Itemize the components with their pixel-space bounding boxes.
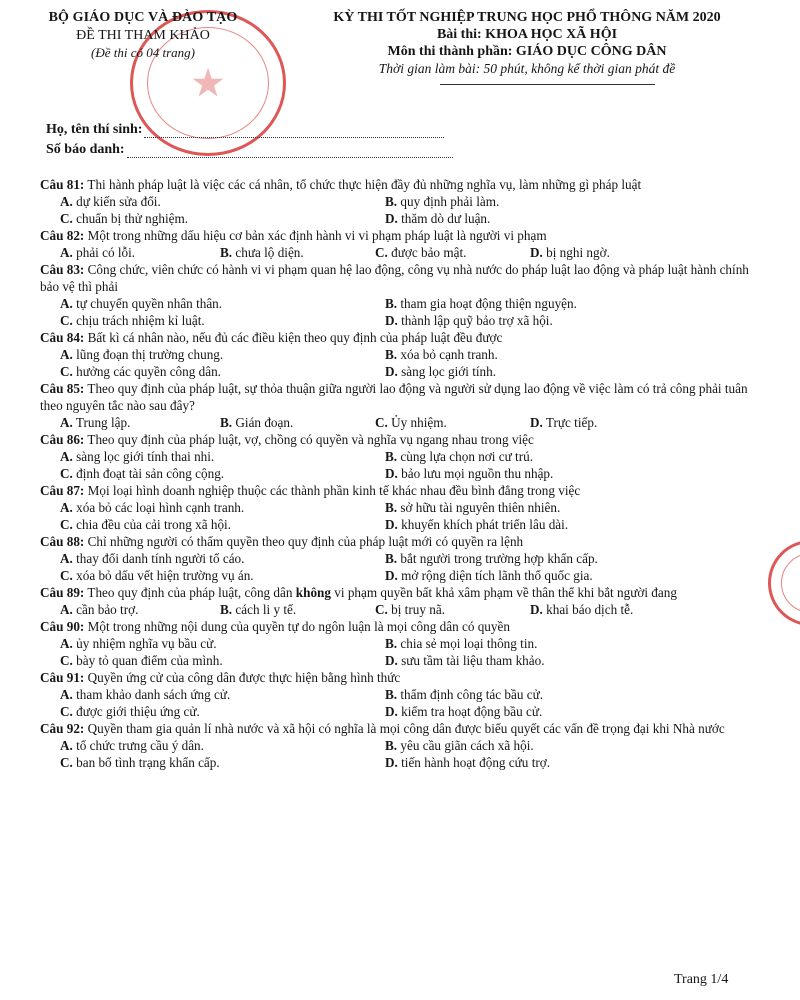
question-item — [40, 176, 750, 227]
option-letter: D. — [385, 364, 398, 379]
option-text: thành lập quỹ bảo trợ xã hội. — [401, 313, 553, 328]
option-text: sưu tầm tài liệu tham khảo. — [401, 653, 545, 668]
answer-option — [60, 295, 385, 312]
answer-option — [60, 737, 385, 754]
answer-option — [220, 601, 375, 618]
option-text: định đoạt tài sản công cộng. — [76, 466, 225, 481]
question-number: Câu 87: — [40, 483, 85, 498]
option-text: phải có lỗi. — [76, 245, 136, 260]
option-text: ban bố tình trạng khẩn cấp. — [76, 755, 220, 770]
answer-option — [385, 550, 710, 567]
option-letter: D. — [385, 755, 398, 770]
option-letter: B. — [220, 245, 233, 260]
option-letter: D. — [530, 415, 543, 430]
option-letter: A. — [60, 687, 73, 702]
option-letter: C. — [60, 517, 73, 532]
answer-option — [60, 210, 385, 227]
question-text: Thi hành pháp luật là việc các cá nhân, tổ chức thực hiện đầy đủ những nghĩa vụ, làm những gì pháp luật — [87, 177, 642, 192]
answer-option — [385, 754, 710, 771]
question-stem — [40, 720, 750, 737]
question-text: Quyền tham gia quản lí nhà nước và xã hội có nghĩa là mọi công dân được biểu quyết các vấn đề trọng đại khi Nhà nước — [87, 721, 725, 736]
option-letter: D. — [385, 653, 398, 668]
answer-option — [60, 567, 385, 584]
answer-option — [375, 244, 530, 261]
question-text: Theo quy định của pháp luật, công dân — [87, 585, 296, 600]
answer-option — [60, 516, 385, 533]
option-text: được bảo mật. — [391, 245, 467, 260]
answer-option — [60, 244, 220, 261]
option-text: yêu cầu giãn cách xã hội. — [400, 738, 534, 753]
question-number: Câu 89: — [40, 585, 85, 600]
answer-option — [385, 635, 710, 652]
answer-option — [385, 686, 710, 703]
option-letter: C. — [375, 245, 388, 260]
option-letter: D. — [385, 466, 398, 481]
option-text: Trực tiếp. — [545, 415, 598, 430]
option-letter: B. — [220, 602, 233, 617]
answer-option — [385, 295, 710, 312]
question-list — [40, 176, 750, 771]
option-text: chia sẻ mọi loại thông tin. — [400, 636, 538, 651]
answer-options — [40, 499, 750, 533]
option-letter: C. — [60, 313, 73, 328]
option-text: tự chuyển quyền nhân thân. — [76, 296, 223, 311]
answer-option — [60, 703, 385, 720]
question-item — [40, 227, 750, 261]
question-number: Câu 90: — [40, 619, 85, 634]
answer-option — [385, 363, 710, 380]
option-letter: D. — [530, 602, 543, 617]
question-text: Một trong những nội dung của quyền tự do ngôn luận là mọi công dân có quyền — [87, 619, 510, 634]
question-stem — [40, 618, 750, 635]
option-text: sàng lọc giới tính. — [401, 364, 497, 379]
answer-options — [40, 244, 750, 261]
option-letter: A. — [60, 245, 73, 260]
answer-option — [60, 499, 385, 516]
option-text: bảo lưu mọi nguồn thu nhập. — [401, 466, 554, 481]
option-letter: B. — [385, 551, 398, 566]
header-right — [262, 10, 792, 77]
question-item — [40, 380, 750, 431]
option-text: sở hữu tài nguyên thiên nhiên. — [400, 500, 561, 515]
question-number: Câu 83: — [40, 262, 85, 277]
answer-options — [40, 737, 750, 771]
question-text: Theo quy định của pháp luật, sự thỏa thuận giữa người lao động và người sử dụng lao động về việc làm có trả công phải tuân theo nguyên tắc nào sau đây? — [40, 381, 748, 413]
option-letter: A. — [60, 194, 73, 209]
answer-option — [60, 465, 385, 482]
question-text: vi phạm quyền bất khả xâm phạm về thân thể khi bắt người đang — [330, 585, 677, 600]
option-text: bị nghi ngờ. — [546, 245, 610, 260]
option-letter: C. — [60, 704, 73, 719]
page-number: Trang 1/4 — [674, 972, 729, 987]
option-text: cùng lựa chọn nơi cư trú. — [400, 449, 533, 464]
question-stem — [40, 329, 750, 346]
option-text: quy định phải làm. — [400, 194, 500, 209]
candidate-id-row — [46, 138, 453, 158]
answer-option — [385, 703, 710, 720]
option-letter: C. — [60, 364, 73, 379]
question-stem — [40, 669, 750, 686]
option-letter: B. — [385, 738, 398, 753]
option-letter: B. — [385, 449, 398, 464]
option-text: dự kiến sửa đổi. — [76, 194, 161, 209]
option-text: sàng lọc giới tính thai nhi. — [76, 449, 215, 464]
answer-option — [385, 516, 710, 533]
question-number: Câu 81: — [40, 177, 85, 192]
question-stem — [40, 482, 750, 499]
document-type: ĐỀ THI THAM KHẢO — [76, 28, 210, 43]
option-letter: A. — [60, 449, 73, 464]
option-text: thăm dò dư luận. — [401, 211, 491, 226]
question-text: Theo quy định của pháp luật, vợ, chồng có quyền và nghĩa vụ ngang nhau trong việc — [87, 432, 534, 447]
option-text: thay đổi danh tính người tố cáo. — [76, 551, 245, 566]
option-letter: C. — [60, 755, 73, 770]
option-letter: C. — [375, 602, 388, 617]
question-number: Câu 91: — [40, 670, 85, 685]
question-stem — [40, 533, 750, 550]
answer-option — [385, 448, 710, 465]
side-red-seal — [768, 540, 800, 626]
option-letter: B. — [220, 415, 233, 430]
option-text: bị truy nã. — [391, 602, 445, 617]
question-text: Công chức, viên chức có hành vi vi phạm quan hệ lao động, công vụ nhà nước do pháp luật lao động và pháp luật hành chính bảo vệ thì phải — [40, 262, 749, 294]
option-text: hưởng các quyền công dân. — [76, 364, 221, 379]
option-letter: A. — [60, 551, 73, 566]
option-letter: A. — [60, 738, 73, 753]
answer-option — [385, 737, 710, 754]
question-stem — [40, 176, 750, 193]
question-number: Câu 85: — [40, 381, 85, 396]
exam-title: KỲ THI TỐT NGHIỆP TRUNG HỌC PHỔ THÔNG NĂM 2020 — [333, 10, 721, 25]
option-letter: C. — [60, 568, 73, 583]
question-stem — [40, 227, 750, 244]
answer-option — [530, 414, 685, 431]
option-text: chuẩn bị thử nghiệm. — [76, 211, 189, 226]
candidate-name-row — [46, 118, 453, 138]
question-text: Mọi loại hình doanh nghiệp thuộc các thành phần kinh tế khác nhau đều bình đẳng trong việc — [87, 483, 581, 498]
option-text: thẩm định công tác bầu cử. — [400, 687, 544, 702]
option-text: được giới thiệu ứng cử. — [76, 704, 200, 719]
question-stem — [40, 584, 750, 601]
answer-options — [40, 448, 750, 482]
answer-options — [40, 686, 750, 720]
question-item — [40, 482, 750, 533]
answer-option — [375, 601, 530, 618]
option-text: xóa bỏ dấu vết hiện trường vụ án. — [76, 568, 254, 583]
option-letter: A. — [60, 296, 73, 311]
option-letter: A. — [60, 500, 73, 515]
answer-option — [530, 244, 685, 261]
option-letter: B. — [385, 194, 398, 209]
question-stem — [40, 380, 750, 414]
option-letter: B. — [385, 296, 398, 311]
question-item — [40, 261, 750, 329]
header-divider — [440, 84, 655, 85]
question-text: Chỉ những người có thẩm quyền theo quy định của pháp luật mới có quyền ra lệnh — [87, 534, 524, 549]
option-letter: A. — [60, 636, 73, 651]
seal-star-icon: ★ — [190, 60, 226, 106]
candidate-name-label: Họ, tên thí sinh: — [46, 122, 143, 137]
question-text: Một trong những dấu hiệu cơ bản xác định hành vi vi phạm pháp luật là người vi phạm — [87, 228, 547, 243]
candidate-info — [46, 118, 453, 158]
option-text: khai báo dịch tễ. — [546, 602, 634, 617]
option-letter: D. — [385, 517, 398, 532]
option-text: tham khảo danh sách ứng cử. — [76, 687, 231, 702]
option-letter: C. — [375, 415, 388, 430]
question-number: Câu 82: — [40, 228, 85, 243]
answer-option — [60, 652, 385, 669]
page-count-note: (Đề thi có 04 trang) — [91, 45, 195, 60]
option-text: bắt người trong trường hợp khẩn cấp. — [400, 551, 598, 566]
option-letter: A. — [60, 415, 73, 430]
candidate-name-field[interactable] — [144, 125, 444, 138]
question-item — [40, 431, 750, 482]
option-text: lũng đoạn thị trường chung. — [76, 347, 224, 362]
option-text: chưa lộ diện. — [235, 245, 304, 260]
option-letter: B. — [385, 636, 398, 651]
option-letter: D. — [385, 568, 398, 583]
candidate-id-label: Số báo danh: — [46, 142, 125, 157]
answer-options — [40, 550, 750, 584]
question-text: Quyền ứng cử của công dân được thực hiện bằng hình thức — [87, 670, 401, 685]
option-text: tổ chức trưng cầu ý dân. — [76, 738, 204, 753]
header-left — [28, 10, 258, 61]
answer-option — [385, 210, 710, 227]
answer-option — [60, 193, 385, 210]
option-letter: C. — [60, 653, 73, 668]
answer-option — [385, 465, 710, 482]
question-item — [40, 618, 750, 669]
option-text: tham gia hoạt động thiện nguyện. — [400, 296, 577, 311]
answer-option — [385, 193, 710, 210]
option-text: xóa bỏ các loại hình cạnh tranh. — [76, 500, 245, 515]
answer-option — [60, 550, 385, 567]
option-letter: D. — [385, 313, 398, 328]
answer-option — [60, 686, 385, 703]
question-stem — [40, 431, 750, 448]
answer-option — [385, 567, 710, 584]
answer-option — [530, 601, 685, 618]
question-stem — [40, 261, 750, 295]
candidate-id-field[interactable] — [127, 145, 453, 158]
question-number: Câu 88: — [40, 534, 85, 549]
answer-option — [60, 601, 220, 618]
exam-subject: Bài thi: KHOA HỌC XÃ HỘI — [436, 27, 618, 42]
option-text: chịu trách nhiệm kỉ luật. — [76, 313, 205, 328]
answer-option — [60, 414, 220, 431]
answer-option — [60, 346, 385, 363]
option-text: xóa bỏ cạnh tranh. — [400, 347, 498, 362]
option-letter: D. — [385, 704, 398, 719]
answer-option — [60, 754, 385, 771]
answer-options — [40, 346, 750, 380]
option-text: tiến hành hoạt động cứu trợ. — [401, 755, 551, 770]
option-text: chia đều của cải trong xã hội. — [76, 517, 232, 532]
option-letter: C. — [60, 466, 73, 481]
question-number: Câu 86: — [40, 432, 85, 447]
exam-component: Môn thi thành phần: GIÁO DỤC CÔNG DÂN — [387, 44, 667, 59]
option-letter: D. — [530, 245, 543, 260]
answer-option — [60, 363, 385, 380]
answer-option — [385, 312, 710, 329]
option-letter: A. — [60, 347, 73, 362]
question-item — [40, 669, 750, 720]
answer-option — [60, 312, 385, 329]
answer-option — [220, 414, 375, 431]
answer-option — [385, 652, 710, 669]
question-item — [40, 720, 750, 771]
question-item — [40, 533, 750, 584]
option-text: khuyến khích phát triển lâu dài. — [401, 517, 569, 532]
side-seal-inner-ring — [781, 553, 800, 613]
ministry-name: BỘ GIÁO DỤC VÀ ĐÀO TẠO — [48, 10, 238, 25]
option-text: cần bảo trợ. — [76, 602, 139, 617]
option-letter: B. — [385, 347, 398, 362]
option-letter: C. — [60, 211, 73, 226]
option-text: Trung lập. — [75, 415, 131, 430]
option-text: mở rộng diện tích lãnh thổ quốc gia. — [401, 568, 593, 583]
option-text: Gián đoạn. — [235, 415, 294, 430]
answer-options — [40, 193, 750, 227]
option-text: cách li y tế. — [235, 602, 297, 617]
question-item — [40, 584, 750, 618]
answer-option — [60, 635, 385, 652]
option-letter: D. — [385, 211, 398, 226]
answer-option — [60, 448, 385, 465]
option-text: bày tỏ quan điểm của mình. — [76, 653, 223, 668]
option-text: kiểm tra hoạt động bầu cử. — [401, 704, 543, 719]
question-text: Bất kì cá nhân nào, nếu đủ các điều kiện theo quy định của pháp luật đều được — [87, 330, 503, 345]
exam-time: Thời gian làm bài: 50 phút, không kể thời gian phát đề — [378, 61, 676, 76]
answer-options — [40, 295, 750, 329]
answer-options — [40, 635, 750, 669]
option-letter: B. — [385, 687, 398, 702]
answer-option — [385, 499, 710, 516]
question-number: Câu 92: — [40, 721, 85, 736]
option-letter: A. — [60, 602, 73, 617]
question-number: Câu 84: — [40, 330, 85, 345]
answer-option — [385, 346, 710, 363]
option-text: ủy nhiệm nghĩa vụ bầu cử. — [76, 636, 217, 651]
question-text-emphasis: không — [295, 585, 331, 600]
option-text: Ủy nhiệm. — [391, 415, 447, 430]
question-item — [40, 329, 750, 380]
option-letter: B. — [385, 500, 398, 515]
answer-option — [375, 414, 530, 431]
answer-options — [40, 414, 750, 431]
answer-options — [40, 601, 750, 618]
answer-option — [220, 244, 375, 261]
